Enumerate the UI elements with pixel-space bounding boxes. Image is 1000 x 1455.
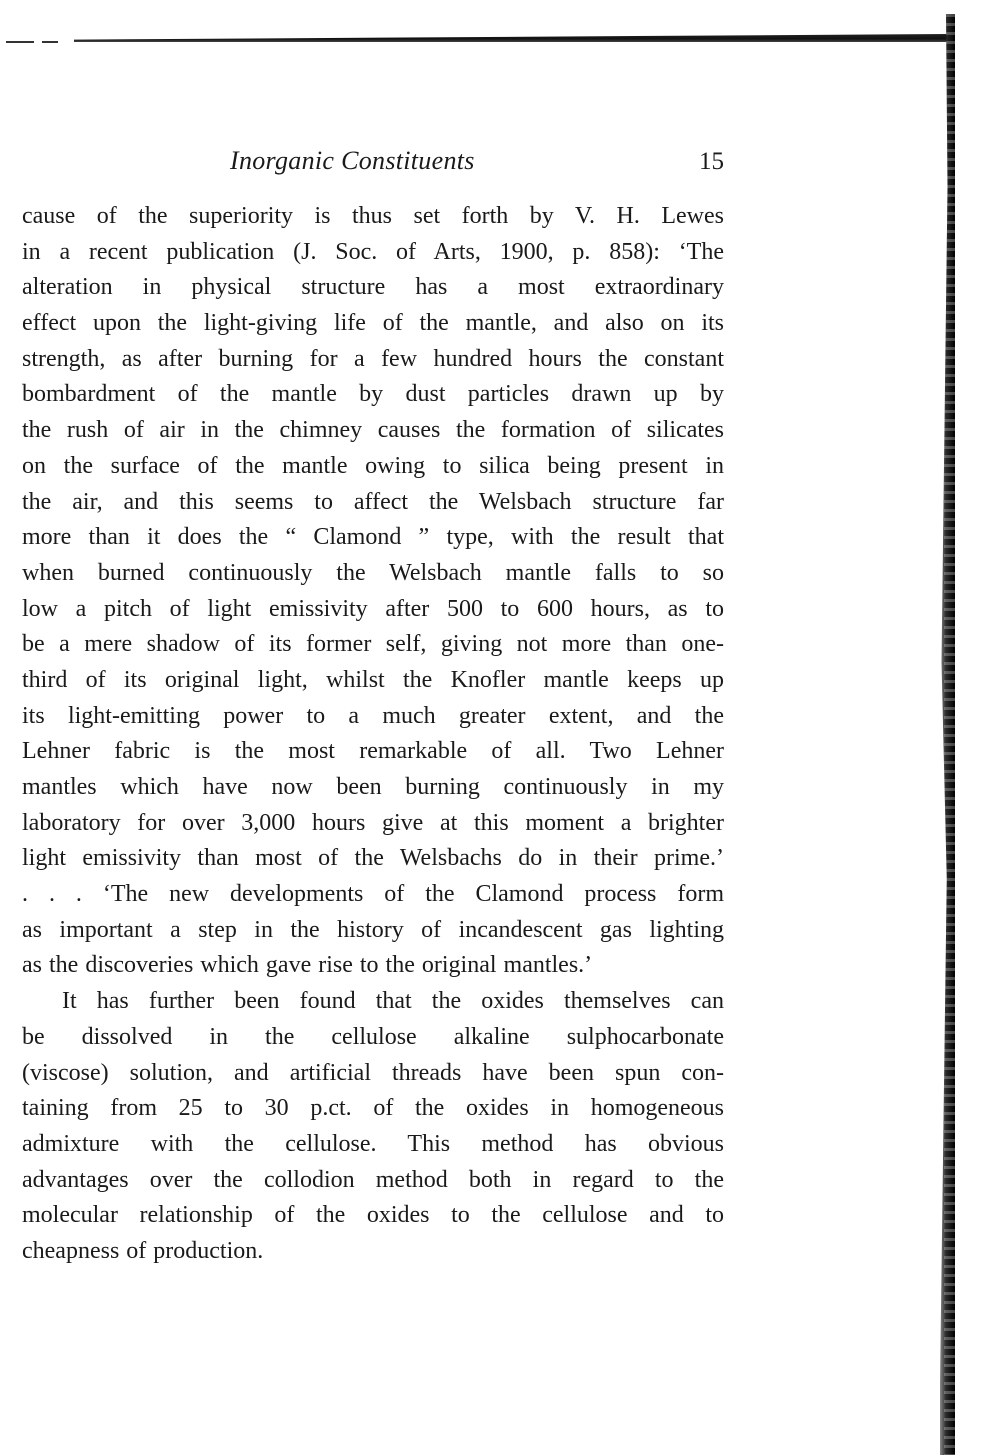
text-line: admixture with the cellulose. This method has obvious: [22, 1130, 724, 1157]
text-line: . . . ‘The new developments of the Clamond process form: [22, 881, 724, 908]
text-line: as the discoveries which gave rise to the original mantles.’: [22, 952, 593, 979]
text-line: the air, and this seems to affect the Welsbach structure far: [22, 488, 724, 515]
text-line: third of its original light, whilst the Knofler mantle keeps up: [22, 666, 724, 693]
text-line: mantles which have now been burning continuously in my: [22, 774, 724, 800]
text-line: in a recent publication (J. Soc. of Arts, 1900, p. 858): ‘The: [22, 238, 724, 265]
text-line: the rush of air in the chimney causes the formation of silicates: [22, 417, 724, 444]
text-line: molecular relationship of the oxides to the cellulose and to: [22, 1202, 724, 1229]
text-line: when burned continuously the Welsbach mantle falls to so: [22, 559, 724, 586]
paragraph-1: [22, 199, 724, 984]
page-edge-shadow: [940, 14, 955, 1455]
rule-bar: [74, 34, 950, 42]
text-line: on the surface of the mantle owing to silica being present in: [22, 452, 724, 479]
text-line: more than it does the “ Clamond ” type, with the result that: [22, 524, 724, 551]
text-line: its light-emitting power to a much greater extent, and the: [22, 702, 724, 729]
text-line: as important a step in the history of incandescent gas lighting: [22, 916, 724, 943]
running-title: Inorganic Constituents: [230, 146, 475, 175]
paragraph-2: [22, 984, 724, 1270]
text-line: light emissivity than most of the Welsbachs do in their prime.’: [22, 845, 724, 872]
text-line: effect upon the light-giving life of the mantle, and also on its: [22, 310, 724, 337]
text-line: Lehner fabric is the most remarkable of all. Two Lehner: [22, 738, 724, 765]
top-edge-rule: [0, 28, 955, 46]
text-line: laboratory for over 3,000 hours give at this moment a brighter: [22, 809, 724, 836]
text-line: strength, as after burning for a few hundred hours the constant: [22, 345, 724, 372]
text-line: be dissolved in the cellulose alkaline sulphocarbonate: [22, 1023, 724, 1050]
text-line: taining from 25 to 30 p.ct. of the oxides in homogeneous: [22, 1095, 724, 1122]
page-header: [22, 146, 724, 186]
text-line: be a mere shadow of its former self, giving not more than one-: [22, 631, 724, 658]
page-number: 15: [699, 148, 724, 175]
text-line: bombardment of the mantle by dust particles drawn up by: [22, 381, 724, 408]
text-line: cause of the superiority is thus set forth by V. H. Lewes: [22, 203, 724, 229]
text-line: (viscose) solution, and artificial threads have been spun con-: [22, 1059, 724, 1086]
text-line: cheapness of production.: [22, 1237, 264, 1264]
text-line: low a pitch of light emissivity after 500 to 600 hours, as to: [22, 595, 724, 622]
rule-dash: [42, 41, 58, 43]
text-line: advantages over the collodion method both in regard to the: [22, 1166, 724, 1193]
text-line: alteration in physical structure has a most extraordinary: [22, 274, 724, 301]
rule-dash: [6, 41, 34, 43]
body-text: [22, 199, 724, 1270]
text-line: It has further been found that the oxides themselves can: [62, 988, 724, 1015]
